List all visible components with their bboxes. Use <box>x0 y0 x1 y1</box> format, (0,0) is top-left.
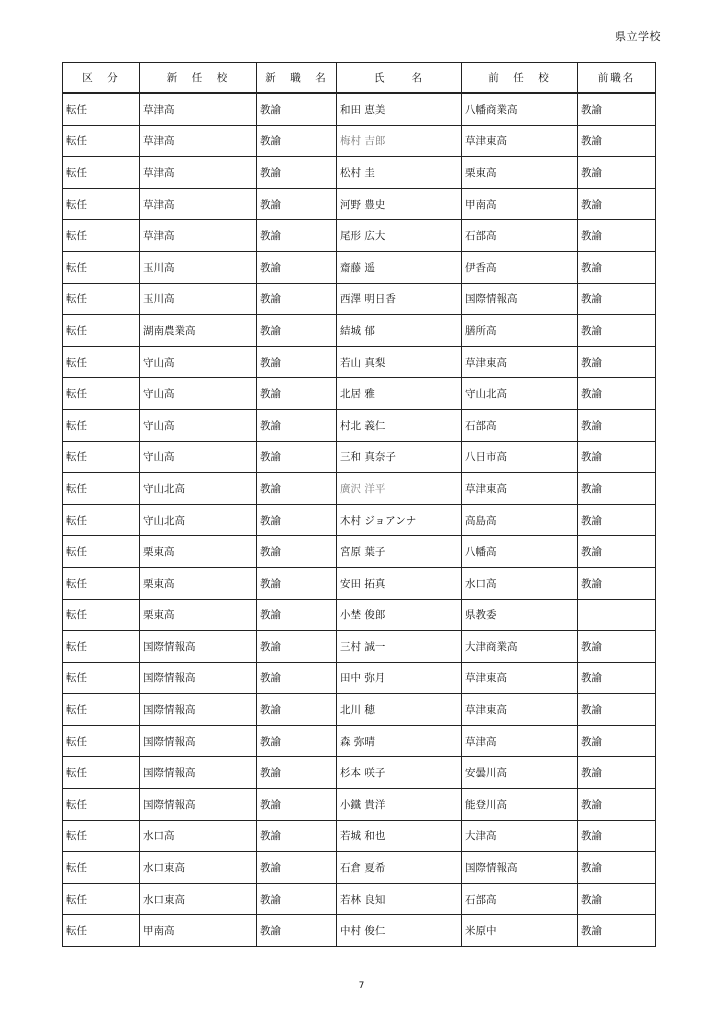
cell-name: 小埜 俊郎 <box>337 599 462 631</box>
column-header-new-school: 新 任 校 <box>140 63 257 94</box>
cell-name: 村北 義仁 <box>337 409 462 441</box>
cell-name: 若山 真梨 <box>337 346 462 378</box>
table-row <box>63 820 656 852</box>
cell-category: 転任 <box>63 441 140 473</box>
cell-previous-school: 安曇川高 <box>462 757 578 789</box>
cell-name: 宮原 葉子 <box>337 536 462 568</box>
column-header-name: 氏 名 <box>337 63 462 94</box>
cell-category: 転任 <box>63 662 140 694</box>
cell-new-position: 教諭 <box>257 125 337 157</box>
cell-category: 転任 <box>63 820 140 852</box>
cell-previous-school: 草津東高 <box>462 346 578 378</box>
cell-previous-position: 教諭 <box>578 283 656 315</box>
table-row <box>63 662 656 694</box>
cell-new-school: 国際情報高 <box>140 725 257 757</box>
cell-name: 西澤 明日香 <box>337 283 462 315</box>
cell-name: 安田 拓真 <box>337 567 462 599</box>
cell-new-school: 守山高 <box>140 441 257 473</box>
cell-category: 転任 <box>63 631 140 663</box>
cell-category: 転任 <box>63 409 140 441</box>
cell-new-school: 草津高 <box>140 220 257 252</box>
cell-name: 田中 弥月 <box>337 662 462 694</box>
table-row <box>63 251 656 283</box>
cell-new-position: 教諭 <box>257 220 337 252</box>
cell-new-school: 草津高 <box>140 157 257 189</box>
cell-category: 転任 <box>63 157 140 189</box>
cell-previous-position: 教諭 <box>578 504 656 536</box>
cell-previous-position: 教諭 <box>578 915 656 947</box>
cell-name: 若城 和也 <box>337 820 462 852</box>
cell-previous-school: 国際情報高 <box>462 283 578 315</box>
cell-new-position: 教諭 <box>257 157 337 189</box>
cell-category: 転任 <box>63 378 140 410</box>
cell-category: 転任 <box>63 883 140 915</box>
table-row <box>63 852 656 884</box>
cell-new-school: 玉川高 <box>140 251 257 283</box>
cell-previous-position: 教諭 <box>578 725 656 757</box>
cell-category: 転任 <box>63 220 140 252</box>
cell-name: 三村 誠一 <box>337 631 462 663</box>
cell-name: 河野 豊史 <box>337 188 462 220</box>
page-category-header: 県立学校 <box>615 30 661 43</box>
table-row <box>63 409 656 441</box>
cell-name: 杉本 咲子 <box>337 757 462 789</box>
cell-category: 転任 <box>63 504 140 536</box>
cell-previous-position: 教諭 <box>578 536 656 568</box>
cell-previous-position: 教諭 <box>578 631 656 663</box>
table-row <box>63 441 656 473</box>
cell-previous-position: 教諭 <box>578 157 656 189</box>
cell-name: 梅村 吉郎 <box>337 125 462 157</box>
cell-category: 転任 <box>63 789 140 821</box>
cell-new-school: 国際情報高 <box>140 694 257 726</box>
cell-new-position: 教諭 <box>257 251 337 283</box>
cell-previous-school: 高島高 <box>462 504 578 536</box>
column-header-new-position: 新 職 名 <box>257 63 337 94</box>
cell-new-school: 守山北高 <box>140 504 257 536</box>
table-row <box>63 599 656 631</box>
table-row <box>63 694 656 726</box>
cell-previous-position: 教諭 <box>578 473 656 505</box>
cell-previous-position: 教諭 <box>578 409 656 441</box>
table-row <box>63 631 656 663</box>
cell-new-school: 草津高 <box>140 188 257 220</box>
cell-new-position: 教諭 <box>257 473 337 505</box>
table-row <box>63 915 656 947</box>
cell-new-school: 守山高 <box>140 378 257 410</box>
table-row <box>63 157 656 189</box>
table-row <box>63 504 656 536</box>
cell-category: 転任 <box>63 93 140 125</box>
cell-new-school: 栗東高 <box>140 536 257 568</box>
cell-previous-school: 八幡高 <box>462 536 578 568</box>
table-row <box>63 283 656 315</box>
cell-previous-position: 教諭 <box>578 125 656 157</box>
column-header-previous-position: 前職名 <box>578 63 656 94</box>
column-header-category: 区 分 <box>63 63 140 94</box>
cell-new-school: 国際情報高 <box>140 757 257 789</box>
cell-name: 木村 ジョアンナ <box>337 504 462 536</box>
cell-name: 三和 真奈子 <box>337 441 462 473</box>
cell-category: 転任 <box>63 599 140 631</box>
cell-previous-position: 教諭 <box>578 883 656 915</box>
cell-new-position: 教諭 <box>257 188 337 220</box>
column-header-previous-school: 前 任 校 <box>462 63 578 94</box>
cell-new-school: 守山高 <box>140 346 257 378</box>
cell-previous-school: 大津商業高 <box>462 631 578 663</box>
cell-category: 転任 <box>63 283 140 315</box>
cell-new-position: 教諭 <box>257 409 337 441</box>
cell-new-school: 甲南高 <box>140 915 257 947</box>
cell-previous-school: 八日市高 <box>462 441 578 473</box>
cell-category: 転任 <box>63 694 140 726</box>
cell-category: 転任 <box>63 315 140 347</box>
cell-previous-school: 大津高 <box>462 820 578 852</box>
cell-new-school: 国際情報高 <box>140 789 257 821</box>
table-row <box>63 789 656 821</box>
cell-previous-school: 石部高 <box>462 220 578 252</box>
cell-new-school: 玉川高 <box>140 283 257 315</box>
table-row <box>63 757 656 789</box>
cell-previous-position: 教諭 <box>578 757 656 789</box>
cell-previous-school: 伊香高 <box>462 251 578 283</box>
cell-category: 転任 <box>63 473 140 505</box>
cell-previous-position: 教諭 <box>578 378 656 410</box>
table-row <box>63 315 656 347</box>
cell-new-school: 栗東高 <box>140 567 257 599</box>
table-row <box>63 188 656 220</box>
cell-previous-position: 教諭 <box>578 93 656 125</box>
cell-name: 北居 雅 <box>337 378 462 410</box>
table-body <box>63 93 656 947</box>
cell-new-position: 教諭 <box>257 757 337 789</box>
table-row <box>63 378 656 410</box>
cell-previous-position: 教諭 <box>578 852 656 884</box>
cell-previous-position: 教諭 <box>578 315 656 347</box>
cell-category: 転任 <box>63 346 140 378</box>
cell-previous-school: 草津東高 <box>462 125 578 157</box>
cell-new-position: 教諭 <box>257 567 337 599</box>
cell-name: 北川 穂 <box>337 694 462 726</box>
cell-new-school: 守山北高 <box>140 473 257 505</box>
cell-previous-school: 膳所高 <box>462 315 578 347</box>
table-row <box>63 346 656 378</box>
cell-previous-school: 守山北高 <box>462 378 578 410</box>
cell-new-school: 守山高 <box>140 409 257 441</box>
cell-previous-position: 教諭 <box>578 220 656 252</box>
cell-category: 転任 <box>63 536 140 568</box>
cell-name: 齋藤 遥 <box>337 251 462 283</box>
cell-new-position: 教諭 <box>257 378 337 410</box>
cell-previous-school: 能登川高 <box>462 789 578 821</box>
cell-name: 和田 恵美 <box>337 93 462 125</box>
cell-new-position: 教諭 <box>257 441 337 473</box>
cell-previous-school: 草津東高 <box>462 662 578 694</box>
cell-previous-school: 米原中 <box>462 915 578 947</box>
cell-previous-school: 甲南高 <box>462 188 578 220</box>
cell-name: 結城 郁 <box>337 315 462 347</box>
cell-category: 転任 <box>63 125 140 157</box>
cell-category: 転任 <box>63 188 140 220</box>
cell-new-position: 教諭 <box>257 694 337 726</box>
cell-previous-position: 教諭 <box>578 567 656 599</box>
cell-previous-school: 栗東高 <box>462 157 578 189</box>
cell-new-position: 教諭 <box>257 883 337 915</box>
cell-previous-position: 教諭 <box>578 188 656 220</box>
cell-new-position: 教諭 <box>257 93 337 125</box>
cell-new-school: 国際情報高 <box>140 662 257 694</box>
cell-previous-position: 教諭 <box>578 251 656 283</box>
table-row <box>63 725 656 757</box>
cell-new-position: 教諭 <box>257 283 337 315</box>
table-row <box>63 567 656 599</box>
cell-name: 森 弥晴 <box>337 725 462 757</box>
table-row <box>63 473 656 505</box>
cell-category: 転任 <box>63 725 140 757</box>
cell-new-school: 草津高 <box>140 125 257 157</box>
cell-new-school: 栗東高 <box>140 599 257 631</box>
cell-new-position: 教諭 <box>257 852 337 884</box>
cell-new-position: 教諭 <box>257 820 337 852</box>
cell-new-position: 教諭 <box>257 346 337 378</box>
cell-new-school: 国際情報高 <box>140 631 257 663</box>
cell-name: 小鐵 貴洋 <box>337 789 462 821</box>
cell-name: 廣沢 洋平 <box>337 473 462 505</box>
cell-category: 転任 <box>63 251 140 283</box>
cell-new-position: 教諭 <box>257 599 337 631</box>
cell-new-school: 草津高 <box>140 93 257 125</box>
cell-previous-school: 国際情報高 <box>462 852 578 884</box>
page-number: 7 <box>358 981 365 991</box>
cell-previous-school: 草津東高 <box>462 473 578 505</box>
table-row <box>63 536 656 568</box>
personnel-table <box>62 62 656 947</box>
cell-previous-position: 教諭 <box>578 694 656 726</box>
cell-name: 尾形 広大 <box>337 220 462 252</box>
cell-name: 石倉 夏希 <box>337 852 462 884</box>
cell-previous-position: 教諭 <box>578 820 656 852</box>
cell-previous-position <box>578 599 656 631</box>
cell-category: 転任 <box>63 567 140 599</box>
cell-new-position: 教諭 <box>257 915 337 947</box>
cell-category: 転任 <box>63 915 140 947</box>
table-row <box>63 220 656 252</box>
cell-previous-school: 石部高 <box>462 409 578 441</box>
table-header-row <box>63 63 656 94</box>
cell-previous-position: 教諭 <box>578 346 656 378</box>
table-row <box>63 883 656 915</box>
cell-previous-school: 県教委 <box>462 599 578 631</box>
cell-new-position: 教諭 <box>257 725 337 757</box>
cell-new-position: 教諭 <box>257 631 337 663</box>
cell-name: 松村 圭 <box>337 157 462 189</box>
cell-category: 転任 <box>63 757 140 789</box>
cell-previous-position: 教諭 <box>578 662 656 694</box>
cell-name: 中村 俊仁 <box>337 915 462 947</box>
cell-new-school: 水口高 <box>140 820 257 852</box>
cell-previous-position: 教諭 <box>578 789 656 821</box>
cell-new-position: 教諭 <box>257 662 337 694</box>
cell-category: 転任 <box>63 852 140 884</box>
cell-new-position: 教諭 <box>257 504 337 536</box>
table-row <box>63 125 656 157</box>
cell-new-school: 水口東高 <box>140 883 257 915</box>
cell-new-position: 教諭 <box>257 789 337 821</box>
cell-previous-school: 水口高 <box>462 567 578 599</box>
cell-new-school: 水口東高 <box>140 852 257 884</box>
cell-new-school: 湖南農業高 <box>140 315 257 347</box>
cell-previous-school: 草津東高 <box>462 694 578 726</box>
cell-previous-position: 教諭 <box>578 441 656 473</box>
table-row <box>63 93 656 125</box>
cell-name: 若林 良知 <box>337 883 462 915</box>
cell-new-position: 教諭 <box>257 315 337 347</box>
cell-previous-school: 八幡商業高 <box>462 93 578 125</box>
cell-previous-school: 石部高 <box>462 883 578 915</box>
cell-previous-school: 草津高 <box>462 725 578 757</box>
cell-new-position: 教諭 <box>257 536 337 568</box>
